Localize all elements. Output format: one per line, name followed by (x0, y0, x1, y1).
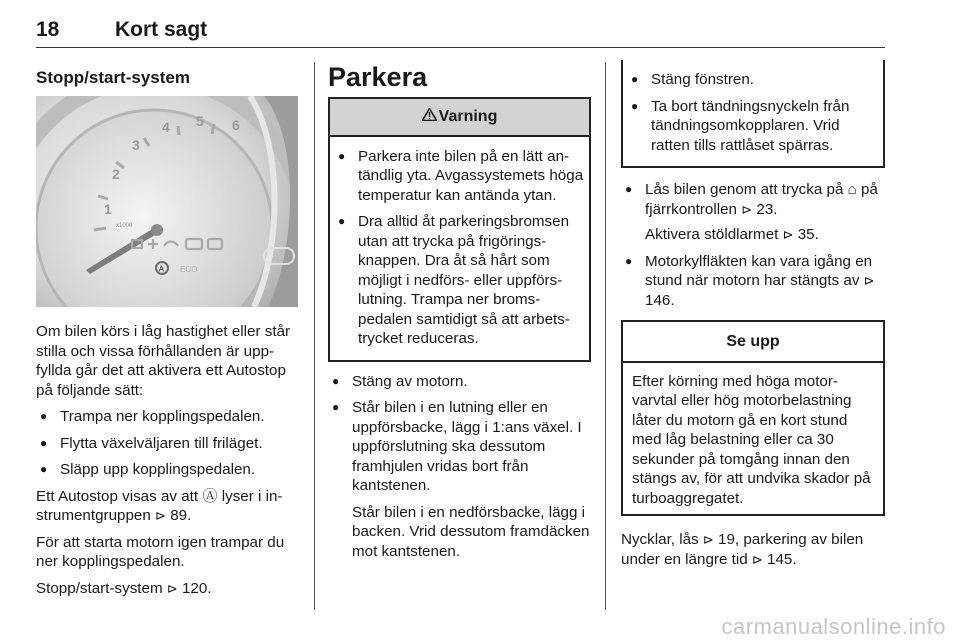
page-ref-arrow-icon: ⊳ (782, 227, 794, 242)
list-item: ● Stäng fönstren. (627, 70, 879, 90)
warning-triangle-icon (422, 107, 437, 127)
page-ref-arrow-icon: ⊳ (166, 580, 178, 596)
gauge-number-4: 4 (162, 119, 170, 135)
column-divider-1 (314, 62, 315, 610)
page-ref[interactable]: 35. (797, 226, 819, 243)
page-ref-arrow-icon: ⊳ (863, 273, 875, 288)
page-ref[interactable]: 89. (170, 507, 192, 524)
warning-body (330, 137, 589, 360)
left-text (36, 322, 300, 605)
chapter-title: Kort sagt (115, 18, 208, 41)
dashboard-photo (36, 96, 298, 307)
section-title-parkera: Parkera (328, 62, 428, 92)
page-ref-arrow-icon: ⊳ (702, 532, 714, 547)
lock-item: ● Lås bilen genom att trycka på ⌂ på fjärrkontrollen ⊳ 23. (621, 180, 885, 219)
svg-text:A: A (158, 264, 165, 274)
watermark: carmanualsonline.info (721, 614, 946, 639)
sub-paragraph: Står bilen i en nedförsbacke, lägg i backen. Vrid dessutom framdäcken mot kantstenen. (352, 503, 590, 560)
list-item: ● Trampa ner kopplingspedalen. (36, 407, 300, 427)
column-divider-2 (605, 62, 606, 610)
left-column (36, 68, 300, 95)
eco-label: ECO (180, 265, 198, 274)
list-item: ● Står bilen i en lutning eller en uppförsbacke, lägg i 1:ans växel. I uppförslutning ska dessutom framhjulen vridas bort från kantstenen. (328, 398, 591, 496)
gauge-number-1: 1 (104, 201, 112, 217)
continued-box (621, 60, 885, 168)
gauge-number-2: 2 (112, 166, 120, 182)
restart-paragraph: För att starta motorn igen trampar du ner kopplingspedalen. (36, 533, 285, 570)
list-item: ● Flytta växelväljaren till friläget. (36, 434, 300, 454)
rpm-label: x1000 (116, 223, 133, 229)
instrument-cluster-illustration (36, 96, 298, 307)
list-item: ● Släpp upp kopplingspedalen. (36, 460, 300, 480)
caution-body: Efter körning med höga motor-varvtal eller hög motorbelastning låter du motorn gå en kort stund med låg belastning eller ca 30 sekunder på tomgång innan den stängs av, för att undvika skador på turboaggregatet. (632, 372, 871, 507)
list-item: ● Dra alltid åt parkeringsbromsen utan att trycka på frigörings-knappen. Dra åt så hårt som möjligt i nedförs- eller uppförs-lutning. Trampa ner broms-pedalen samtidigt så att arbets-trycket reduceras. (334, 212, 585, 349)
page-ref-arrow-icon: ⊳ (741, 201, 753, 217)
right-column (621, 60, 885, 576)
list-item: ● Ta bort tändningsnyckeln från tändningsomkopplaren. Vrid ratten tills rattlåset spärras. (627, 97, 879, 156)
middle-column (328, 62, 591, 568)
see-also-paragraph: Stopp/start-system ⊳ 120. (36, 579, 212, 597)
page-ref[interactable]: 19, parkering av bilen under en längre tid (621, 531, 864, 568)
warning-box (328, 97, 591, 362)
section-title: Stopp/start-system (36, 68, 190, 87)
header-rule (36, 47, 885, 48)
page-ref[interactable]: 120. (181, 579, 212, 597)
page-ref[interactable]: 23. (756, 200, 778, 218)
gauge-number-3: 3 (132, 137, 140, 153)
gauge-number-6: 6 (232, 117, 240, 133)
footer-paragraph: Nycklar, lås ⊳ 19, parkering av bilen under en längre tid ⊳ 145. (621, 531, 864, 568)
autostop-paragraph: Ett Autostop visas av att Ⓐ lyser i in-strumentgruppen ⊳ 89. (36, 487, 283, 524)
warning-title: Varning (438, 108, 498, 125)
page-ref-arrow-icon: ⊳ (751, 551, 763, 567)
alarm-paragraph: Aktivera stöldlarmet ⊳ 35. (645, 226, 819, 243)
heater-item: ● Motorkylfläkten kan vara igång en stund när motorn har stängts av ⊳ 146. (621, 252, 885, 311)
page-ref-arrow-icon: ⊳ (155, 508, 166, 523)
page-header (36, 18, 208, 42)
page-number: 18 (36, 18, 60, 41)
page-ref[interactable]: 146. (645, 291, 675, 309)
caution-box (621, 320, 885, 516)
page-ref[interactable]: 145. (767, 550, 797, 568)
gauge-number-5: 5 (196, 113, 204, 129)
caution-header: Se upp (623, 322, 883, 363)
parking-steps (328, 372, 591, 496)
procedure-list (36, 407, 300, 480)
intro-paragraph: Om bilen körs i låg hastighet eller står stilla och vissa förhållanden är upp-fyllda går det att aktivera ett Autostop på följande sätt: (36, 323, 291, 399)
key-lock-icon: ⌂ (847, 181, 857, 198)
warning-header (330, 99, 589, 137)
list-item: ● Stäng av motorn. (328, 372, 591, 392)
autostop-indicator-icon: Ⓐ (202, 487, 218, 505)
list-item: ● Parkera inte bilen på en lätt an-tändlig yta. Avgassystemets höga temperatur kan antända ytan. (334, 147, 585, 206)
